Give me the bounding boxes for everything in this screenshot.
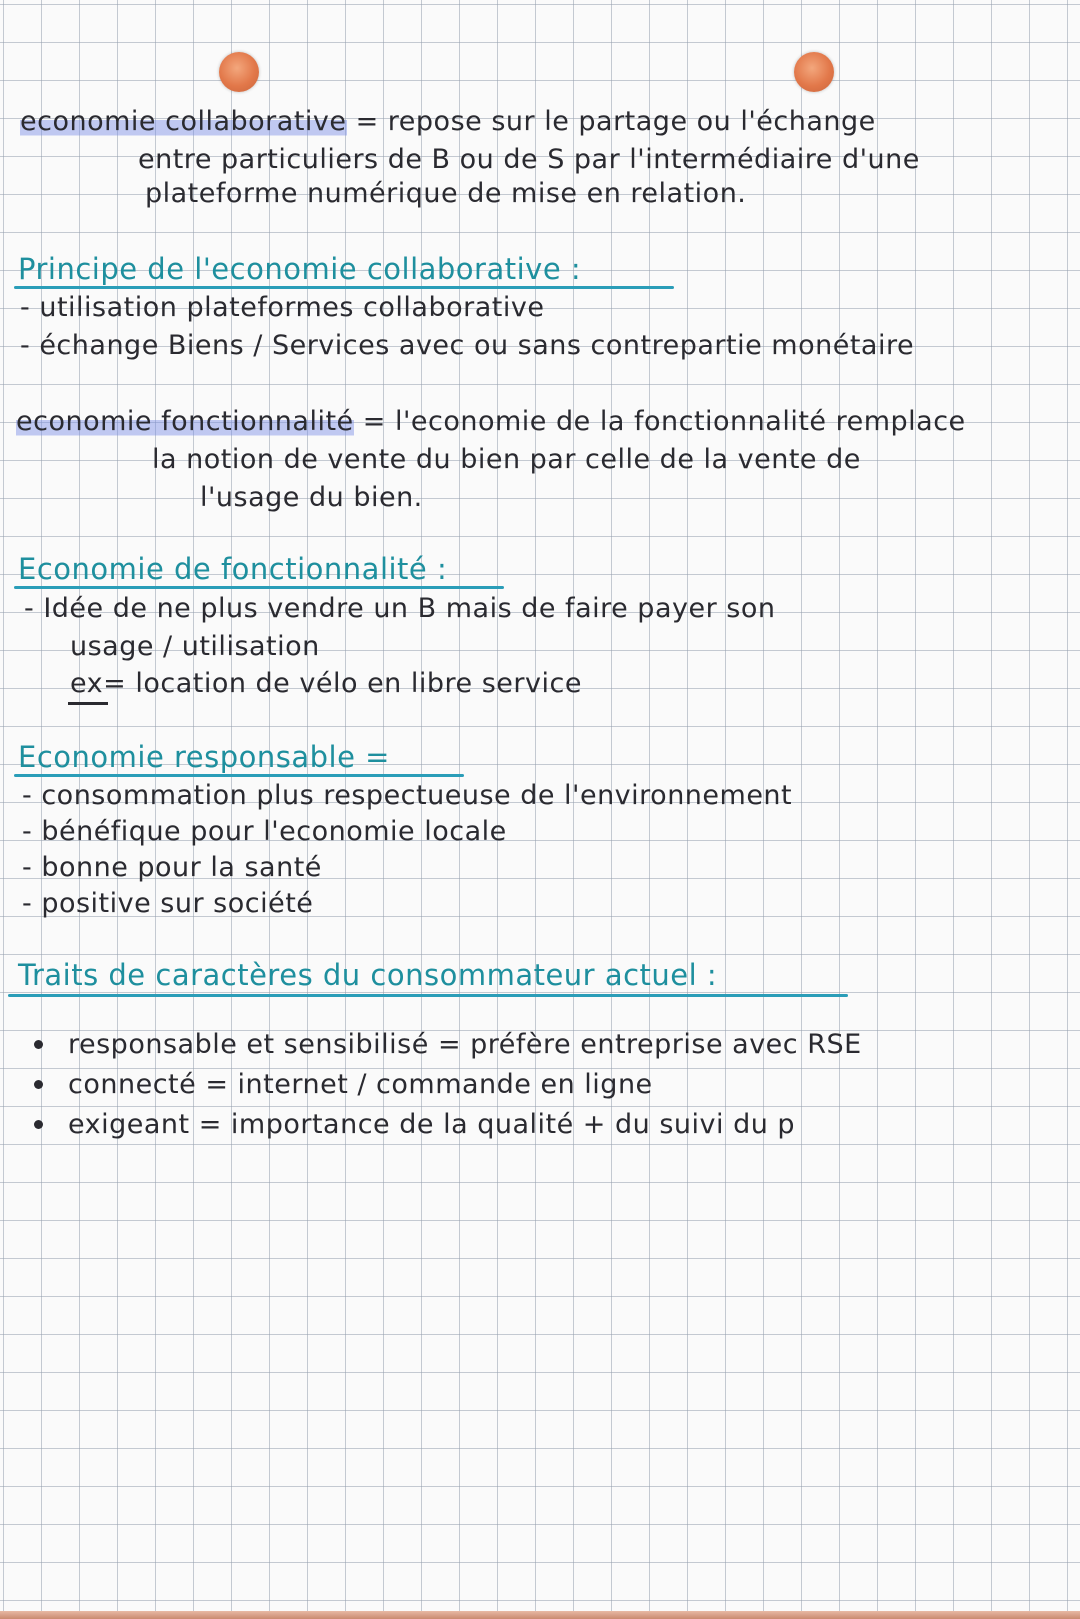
principe-item-1: - utilisation plateformes collaborative <box>20 292 545 323</box>
punch-hole-left <box>219 52 259 92</box>
principe-underline <box>14 286 674 289</box>
traits-title: Traits de caractères du consommateur actuel : <box>18 958 718 992</box>
fonct-def-line3: l'usage du bien. <box>200 482 423 513</box>
collab-def-line1 <box>20 106 876 138</box>
respons-item-4: - positive sur société <box>22 888 314 919</box>
traits-underline <box>8 994 848 997</box>
traits-item-1: responsable et sensibilisé = préfère entreprise avec RSE <box>68 1029 862 1060</box>
fonct-ex-text: = location de vélo en libre service <box>103 668 582 699</box>
traits-bullet-1 <box>34 1040 43 1049</box>
respons-item-2: - bénéfique pour l'economie locale <box>22 816 507 847</box>
respons-title: Economie responsable = <box>18 740 390 774</box>
fonct-def-text1: l'economie de la fonctionnalité remplace <box>394 406 966 437</box>
collab-def-text1: repose sur le partage ou l'échange <box>387 106 876 137</box>
collab-sep: = <box>346 106 388 137</box>
fonct-ex-label: ex <box>70 668 104 699</box>
fonct-example <box>70 668 582 700</box>
traits-item-2: connecté = internet / commande en ligne <box>68 1069 653 1100</box>
traits-bullet-2 <box>34 1080 43 1089</box>
respons-underline <box>14 774 464 777</box>
fonct-line1: - Idée de ne plus vendre un B mais de faire payer son <box>24 593 776 624</box>
fonct-def-line1 <box>16 406 966 438</box>
punch-hole-right <box>794 52 834 92</box>
fonct-sep: = <box>353 406 395 437</box>
collab-def-line3: plateforme numérique de mise en relation. <box>145 178 747 209</box>
fonct-title: Economie de fonctionnalité : <box>18 552 448 586</box>
respons-item-1: - consommation plus respectueuse de l'environnement <box>22 780 793 811</box>
respons-item-3: - bonne pour la santé <box>22 852 322 883</box>
page-bottom-edge <box>0 1611 1080 1619</box>
traits-bullet-3 <box>34 1120 43 1129</box>
collab-def-line2: entre particuliers de B ou de S par l'intermédiaire d'une <box>138 144 920 175</box>
fonct-term: economie fonctionnalité <box>16 406 354 437</box>
fonct-line2: usage / utilisation <box>70 631 320 662</box>
principe-title: Principe de l'economie collaborative : <box>18 252 582 286</box>
traits-item-3: exigeant = importance de la qualité + du suivi du p <box>68 1109 796 1140</box>
ex-underline <box>68 702 108 705</box>
collab-term: economie collaborative <box>20 106 347 137</box>
fonct-underline <box>14 586 504 589</box>
principe-item-2: - échange Biens / Services avec ou sans contrepartie monétaire <box>20 330 915 361</box>
fonct-def-line2: la notion de vente du bien par celle de la vente de <box>152 444 861 475</box>
